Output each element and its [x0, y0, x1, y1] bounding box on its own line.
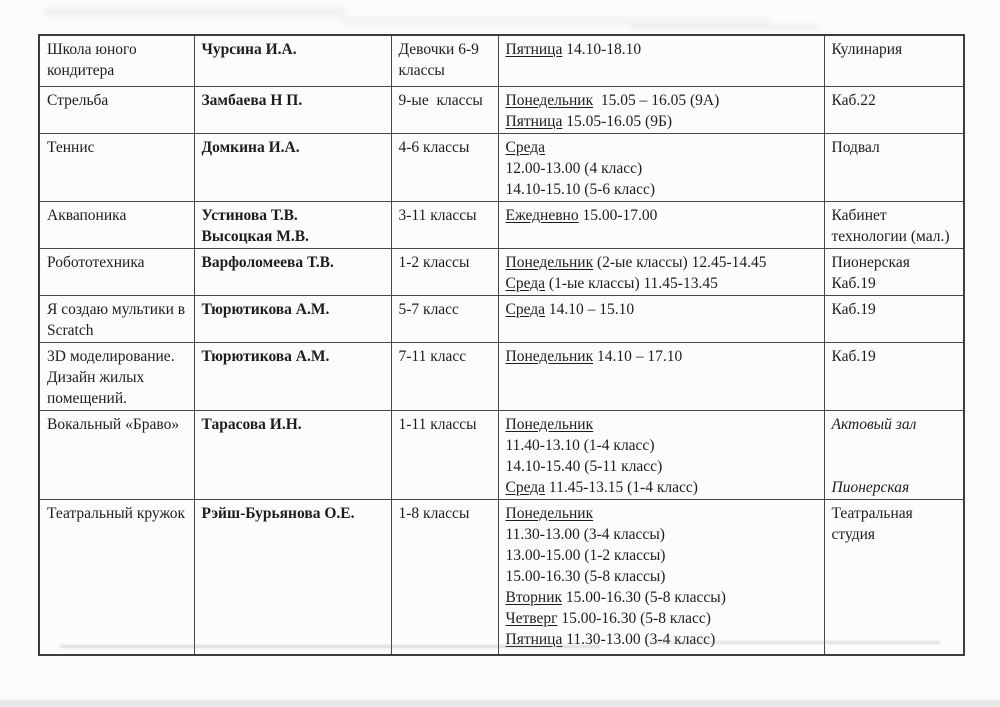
schedule-line: [506, 137, 818, 158]
schedule-cell: [498, 342, 824, 410]
schedule-cell: [498, 295, 824, 342]
activity-cell: [39, 133, 194, 201]
teacher-name: Тюрютикова А.М.: [201, 300, 330, 318]
schedule-time: 15.00-16.30 (5-8 классы): [505, 567, 666, 585]
classes-text: 9-ые классы: [398, 91, 483, 109]
classes-cell: [391, 248, 498, 295]
table-row: [39, 201, 964, 248]
schedule-time: (2-ые классы) 12.45-14.45: [593, 253, 767, 271]
location-cell: [824, 201, 964, 248]
teacher-name: Устинова Т.В.: [201, 206, 298, 224]
schedule-line: [506, 608, 818, 629]
location-line: Подвал: [831, 138, 880, 156]
classes-cell: [391, 35, 498, 86]
schedule-day: Понедельник: [505, 91, 594, 109]
teacher-name: Тарасова И.Н.: [201, 415, 302, 433]
table-row: [39, 295, 964, 342]
schedule-line: [506, 456, 818, 477]
location-line: Театральная: [831, 504, 913, 522]
classes-cell: [391, 499, 498, 655]
schedule-day: Четверг: [505, 609, 558, 627]
classes-cell: [391, 86, 498, 133]
teacher-cell: [194, 248, 391, 295]
teacher-name: Тюрютикова А.М.: [201, 347, 330, 365]
classes-cell: [391, 201, 498, 248]
location-cell: [824, 342, 964, 410]
activity-cell: [39, 201, 194, 248]
location-line: студия: [831, 525, 876, 543]
location-line: Пионерская: [831, 253, 910, 271]
classes-text: 3-11 классы: [398, 206, 477, 224]
location-cell: [824, 248, 964, 295]
schedule-line: [506, 158, 818, 179]
activity-cell: [39, 410, 194, 499]
classes-text: Девочки 6-9 классы: [398, 41, 483, 79]
schedule-day: Ежедневно: [505, 206, 579, 224]
schedule-day: Вторник: [505, 588, 563, 606]
schedule-time: 14.10-15.10 (5-6 класс): [505, 180, 656, 198]
activity-cell: [39, 499, 194, 655]
schedule-day: Понедельник: [505, 253, 594, 271]
table-row: [39, 133, 964, 201]
schedule-line: [506, 273, 818, 294]
location-line: Каб.22: [831, 91, 876, 109]
teacher-cell: [194, 35, 391, 86]
location-line: Каб.19: [831, 274, 876, 292]
teacher-cell: [194, 410, 391, 499]
activity-cell: [39, 342, 194, 410]
activity-name: Аквапоника: [47, 206, 127, 224]
table-row: [39, 342, 964, 410]
classes-text: 1-11 классы: [398, 415, 477, 433]
activity-name: Вокальный «Браво»: [47, 415, 180, 433]
schedule-time: 11.30-13.00 (3-4 классы): [505, 525, 665, 543]
activity-cell: [39, 295, 194, 342]
schedule-cell: [498, 133, 824, 201]
schedule-time: 15.00-17.00: [578, 206, 658, 224]
activity-cell: [39, 35, 194, 86]
teacher-name: Домкина И.А.: [201, 138, 300, 156]
schedule-time: (1-ые классы) 11.45-13.45: [545, 274, 718, 292]
schedule-table-body: [39, 35, 964, 655]
activity-name: 3D моделирование. Дизайн жилых помещений.: [47, 347, 179, 407]
schedule-line: [506, 524, 818, 545]
location-cell: [824, 133, 964, 201]
scan-edge-shadow: [0, 700, 1000, 707]
activity-name: Теннис: [47, 138, 95, 156]
schedule-line: [506, 205, 818, 226]
teacher-name: Чурсина И.А.: [201, 41, 297, 58]
activity-cell: [39, 86, 194, 133]
location-line: Кулинария: [831, 41, 903, 58]
teacher-cell: [194, 201, 391, 248]
schedule-day: Понедельник: [505, 415, 594, 433]
schedule-line: [506, 90, 818, 111]
activity-cell: [39, 248, 194, 295]
teacher-cell: [194, 499, 391, 655]
location-cell: [824, 295, 964, 342]
location-cell: [824, 86, 964, 133]
classes-cell: [391, 133, 498, 201]
activity-name: Театральный кружок: [47, 504, 186, 522]
teacher-cell: [194, 295, 391, 342]
schedule-time: 12.00-13.00 (4 класс): [505, 159, 643, 177]
schedule-line: [506, 566, 818, 587]
schedule-line: [506, 545, 818, 566]
location-cell: [824, 410, 964, 499]
blank-line: [832, 456, 958, 477]
teacher-cell: [194, 86, 391, 133]
schedule-time: 15.00-16.30 (5-8 классы): [562, 588, 726, 606]
activity-name: Стрельба: [47, 91, 109, 109]
location-cell: [824, 35, 964, 86]
schedule-day: Среда: [505, 274, 546, 292]
schedule-day: Среда: [505, 300, 546, 318]
schedule-cell: [498, 248, 824, 295]
classes-text: 5-7 класс: [398, 300, 459, 318]
teacher-name: Замбаева Н П.: [201, 91, 303, 109]
table-row: [39, 410, 964, 499]
blank-line: [832, 435, 958, 456]
schedule-line: [506, 477, 818, 498]
table-row: [39, 499, 964, 655]
schedule-line: [506, 252, 818, 273]
schedule-time: 15.05 – 16.05 (9А): [593, 91, 720, 109]
schedule-time: 14.10 – 17.10: [593, 347, 683, 365]
classes-text: 7-11 класс: [398, 347, 467, 365]
location-line: Каб.19: [831, 300, 876, 318]
scan-artifact: [340, 17, 770, 25]
schedule-day: Пятница: [505, 630, 563, 648]
scan-artifact: [630, 24, 820, 30]
location-line: Пионерская: [831, 478, 910, 496]
schedule-line: [506, 503, 818, 524]
schedule-cell: [498, 410, 824, 499]
schedule-line: [506, 179, 818, 200]
classes-cell: [391, 295, 498, 342]
classes-text: 1-8 классы: [398, 504, 470, 522]
schedule-day: Пятница: [505, 112, 563, 130]
teacher-cell: [194, 342, 391, 410]
activity-name: Я создаю мультики в Scratch: [47, 300, 189, 339]
schedule-line: [506, 414, 818, 435]
table-row: [39, 86, 964, 133]
schedule-cell: [498, 201, 824, 248]
schedule-time: 14.10 – 15.10: [545, 300, 635, 318]
location-line: технологии (мал.): [831, 227, 950, 245]
table-row: [39, 248, 964, 295]
schedule-day: Понедельник: [505, 347, 594, 365]
activity-name: Робототехника: [47, 253, 145, 271]
location-cell: [824, 499, 964, 655]
schedule-cell: [498, 86, 824, 133]
schedule-day: Среда: [505, 138, 546, 156]
classes-text: 1-2 классы: [398, 253, 470, 271]
teacher-name: Варфоломеева Т.В.: [201, 253, 334, 271]
classes-text: 4-6 классы: [398, 138, 470, 156]
teacher-name: Высоцкая М.В.: [201, 227, 309, 245]
schedule-time: 14.10-18.10: [562, 41, 642, 58]
schedule-day: Пятница: [505, 41, 563, 58]
schedule-line: [506, 629, 818, 650]
schedule-line: [506, 346, 818, 367]
schedule-time: 11.40-13.10 (1-4 класс): [505, 436, 655, 454]
teacher-cell: [194, 133, 391, 201]
location-line: Актовый зал: [831, 415, 917, 433]
schedule-line: [506, 111, 818, 132]
schedule-time: 13.00-15.00 (1-2 классы): [505, 546, 666, 564]
schedule-cell: [498, 35, 824, 86]
schedule-time: 15.05-16.05 (9Б): [562, 112, 673, 130]
schedule-line: [506, 435, 818, 456]
schedule-day: Понедельник: [505, 504, 594, 522]
teacher-name: Рэйш-Бурьянова О.Е.: [201, 504, 355, 522]
schedule-time: 15.00-16.30 (5-8 класс): [557, 609, 711, 627]
schedule-line: [506, 39, 818, 60]
schedule-time: 14.10-15.40 (5-11 класс): [505, 457, 663, 475]
activity-schedule-table: [38, 34, 965, 656]
classes-cell: [391, 410, 498, 499]
schedule-line: [506, 299, 818, 320]
classes-cell: [391, 342, 498, 410]
schedule-cell: [498, 499, 824, 655]
schedule-time: 11.45-13.15 (1-4 класс): [545, 478, 698, 496]
location-line: Каб.19: [831, 347, 876, 365]
scan-artifact: [45, 7, 345, 16]
activity-name: Школа юного кондитера: [47, 41, 141, 79]
schedule-line: [506, 587, 818, 608]
location-line: Кабинет: [831, 206, 887, 224]
schedule-day: Среда: [505, 478, 546, 496]
schedule-time: 11.30-13.00 (3-4 класс): [562, 630, 716, 648]
table-row: [39, 35, 964, 86]
